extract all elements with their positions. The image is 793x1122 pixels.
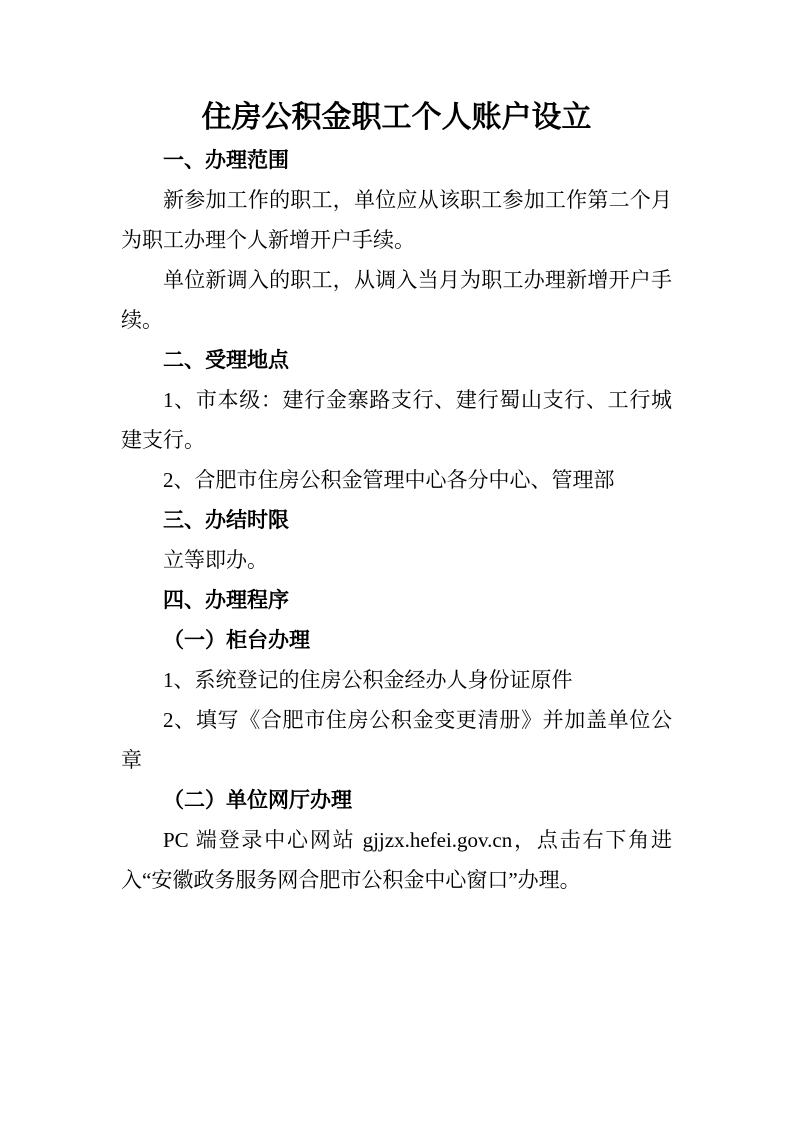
section-heading-4: 四、办理程序 xyxy=(163,588,289,612)
paragraph: 1、市本级：建行金寨路支行、建行蜀山支行、工行城建支行。 xyxy=(121,388,672,452)
paragraph: 单位新调入的职工，从调入当月为职工办理新增开户手续。 xyxy=(121,268,672,332)
document-title: 住房公积金职工个人账户设立 xyxy=(201,100,592,135)
section-heading-2: 二、受理地点 xyxy=(163,348,289,372)
paragraph: 1、系统登记的住房公积金经办人身份证原件 xyxy=(163,668,573,692)
paragraph: PC 端登录中心网站 gjjzx.hefei.gov.cn，点击右下角进入“安徽政务服务网合肥市公积金中心窗口”办理。 xyxy=(121,828,672,892)
paragraph: 立等即办。 xyxy=(163,548,268,572)
section-heading-1: 一、办理范围 xyxy=(163,148,289,172)
sub-heading-1: （一）柜台办理 xyxy=(163,628,310,652)
section-heading-3: 三、办结时限 xyxy=(163,508,289,532)
paragraph: 2、合肥市住房公积金管理中心各分中心、管理部 xyxy=(163,468,615,492)
paragraph: 2、填写《合肥市住房公积金变更清册》并加盖单位公章 xyxy=(121,708,672,772)
paragraph: 新参加工作的职工，单位应从该职工参加工作第二个月为职工办理个人新增开户手续。 xyxy=(121,188,672,252)
sub-heading-2: （二）单位网厅办理 xyxy=(163,788,352,812)
